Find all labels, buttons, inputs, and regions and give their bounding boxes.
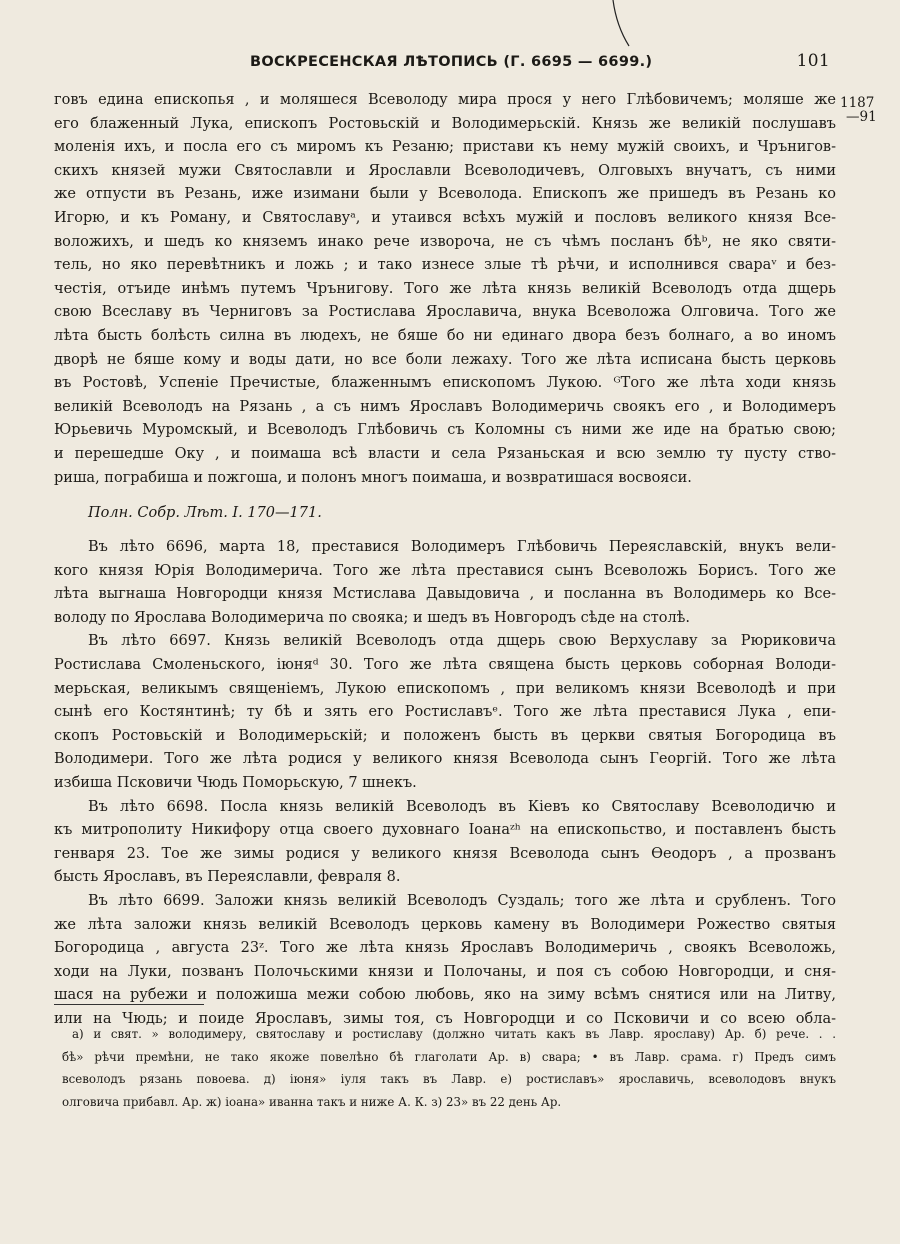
text-line: избиша Псковичи Чюдь Поморьскую, 7 шнекъ.	[54, 775, 417, 792]
text-line: же отпусти въ Резань, иже изимани были у Всеволода. Епископъ же пришедъ въ Резань ко	[54, 186, 836, 203]
footnote-divider	[54, 1004, 204, 1005]
text-line: лѣта бысть болѣсть силна въ людехъ, не бяше бо ни единаго двора безъ болнаго, а во иномъ	[54, 327, 836, 344]
text-line: или на Чюдь; и поиде Ярославъ, зимы тоя, съ Новгородци и со Псковичи и со всею обла-	[54, 1010, 836, 1027]
text-line: шася на рубежи и положиша межи собою любовь, яко на зиму всѣмъ снятися или на Литву,	[54, 987, 836, 1004]
text-line: мерьская, великымъ священіемъ, Лукою епископомъ , при великомъ князи Всеволодѣ и при	[54, 680, 836, 697]
text-line: Въ лѣто 6696, марта 18, преставися Володимеръ Глѣбовичь Переяславскій, внукъ вели-	[88, 539, 836, 556]
text-line: тель, но яко перевѣтникъ и ложь ; и тако изнесе злые тѣ рѣчи, и исполнився свараᵛ и без-	[54, 257, 836, 274]
text-line: скихъ князей мужи Святославли и Ярославли Всеволодичевъ, Олговыхъ внучатъ, съ ними	[54, 162, 836, 179]
pen-stroke-mark	[605, 0, 635, 50]
text-line: бысть Ярославъ, въ Переяславли, февраля 8.	[54, 869, 401, 886]
running-header	[250, 51, 830, 71]
source-citation: Полн. Собр. Лѣт. I. 170—171.	[88, 505, 322, 522]
text-line: Игорю, и къ Роману, и Святославуᵃ, и утаився всѣхъ мужій и пословъ великого князя Все-	[54, 209, 836, 226]
margin-year-start: 1187	[840, 95, 875, 111]
text-line: Богородица , августа 23ᶻ. Того же лѣта князь Ярославъ Володимеричь , своякъ Всеволожь,	[54, 940, 836, 957]
text-line: честія, отъиде инѣмъ путемъ Чрънигову. Того же лѣта князь великій Всеволодъ отда дщерь	[54, 280, 836, 297]
text-line: моленія ихъ, и посла его съ миромъ къ Резаню; пристави къ нему мужій своихъ, и Чрънигов-	[54, 139, 836, 156]
margin-year-end: —91	[846, 109, 877, 125]
text-line: свою Всеславу въ Черниговъ за Ростислава Ярославича, внука Всеволожа Олговича. Того же	[54, 304, 836, 321]
text-line: Володимери. Того же лѣта родися у великого князя Всеволода сынъ Георгій. Того же лѣта	[54, 751, 836, 768]
footnotes	[62, 1023, 836, 1113]
text-line: говъ едина епископья , и моляшеся Всеволоду мира прося у него Глѣбовичемъ; моляше же	[54, 92, 836, 108]
footnote-line: олговича прибавл. Ар. ж) іоана» иванна такъ и ниже А. К. з) 23» въ 22 день Ар.	[62, 1094, 562, 1109]
text-line: генваря 23. Тое же зимы родися у великого князя Всеволода сынъ Ѳеодоръ , а прозванъ	[54, 845, 836, 862]
text-line: дворѣ не бяше кому и воды дати, но все боли лежаху. Того же лѣта исписана бысть церковь	[54, 351, 836, 368]
main-text	[54, 89, 836, 1032]
text-line: сынѣ его Костянтинѣ; ту бѣ и зять его Ростиславъᵉ. Того же лѣта преставися Лука , епи-	[54, 704, 836, 721]
text-line: же лѣта заложи князь великій Всеволодъ церковь камену въ Володимери Рожество святыя	[54, 916, 836, 933]
text-line: и перешедше Оку , и поимаша всѣ власти и села Рязаньская и всю землю ту пусту ство-	[54, 445, 836, 462]
text-line: великій Всеволодъ на Рязань , а съ нимъ Ярославъ Володимеричь своякъ его , и Володимеръ	[54, 398, 836, 415]
footnote-line: бѣ» рѣчи премѣни, не тако якоже повелѣно бѣ глаголати Ар. в) свара; • въ Лавр. срама. г) Предъ симъ	[62, 1049, 836, 1064]
text-line: Юрьевичь Муромскый, и Всеволодъ Глѣбовичь съ Коломны съ ними же иде на братью свою;	[54, 422, 836, 439]
text-line: скопъ Ростовьскій и Володимерьскій; и положенъ бысть въ церкви святыя Богородица въ	[54, 727, 836, 744]
text-line: въ Ростовѣ, Успеніе Пречистые, блаженнымъ епископомъ Лукою. ᴳТого же лѣта ходи князь	[54, 375, 836, 392]
text-line: воложихъ, и шедъ ко княземъ инако рече извороча, не съ чѣмъ посланъ бѣᵇ, не яко святи-	[54, 233, 836, 250]
text-line: кого князя Юрія Володимерича. Того же лѣта преставися сынъ Всеволожь Борисъ. Того же	[54, 562, 836, 579]
text-line: Ростислава Смоленьского, іюняᵈ 30. Того же лѣта священа бысть церковь соборная Володи-	[54, 657, 836, 674]
text-line: лѣта выгнаша Новгородци князя Мстислава Давыдовича , и посланна въ Володимерь ко Все-	[54, 586, 836, 603]
running-title: ВОСКРЕСЕНСКАЯ ЛѢТОПИСЬ (Г. 6695 — 6699.)	[250, 54, 653, 70]
text-line: ходи на Луки, позванъ Полочьскими князи и Полочаны, и поя съ собою Новгородци, и сня-	[54, 963, 836, 980]
text-line: володу по Ярослава Володимерича по свояка; и шедъ въ Новгородъ сѣде на столѣ.	[54, 609, 691, 626]
text-line: Въ лѣто 6697. Князь великій Всеволодъ отда дщерь свою Верхуславу за Рюриковича	[88, 633, 836, 650]
text-line: Въ лѣто 6699. Заложи князь великій Всеволодъ Суздаль; того же лѣта и срубленъ. Того	[88, 893, 836, 909]
footnote-line: всеволодъ рязань повоева. д) іюня» іуля такъ въ Лавр. е) ростиславъ» ярославичь, всеволодовъ внукъ	[62, 1072, 836, 1086]
text-line: риша, пограбиша и пожгоша, и полонъ многъ поимаша, и возвратишася восвояси.	[54, 469, 692, 486]
text-line: къ митрополиту Никифору отца своего духовнаго Іоанаᶻʰ на епископьство, и поставленъ бысть	[54, 822, 836, 839]
footnote-line: а) и свят. » володимеру, святославу и ростиславу (должно читать какъ въ Лавр. ярославу) Ар. б) рече. . .	[72, 1027, 836, 1041]
margin-year-note	[840, 96, 900, 124]
page-number: 101	[796, 51, 830, 71]
text-line: Въ лѣто 6698. Посла князь великій Всеволодъ въ Кіевъ ко Святославу Всеволодичю и	[88, 798, 836, 815]
text-line: его блаженный Лука, епископъ Ростовьскій и Володимерьскій. Князь же великій послушавъ	[54, 115, 836, 132]
